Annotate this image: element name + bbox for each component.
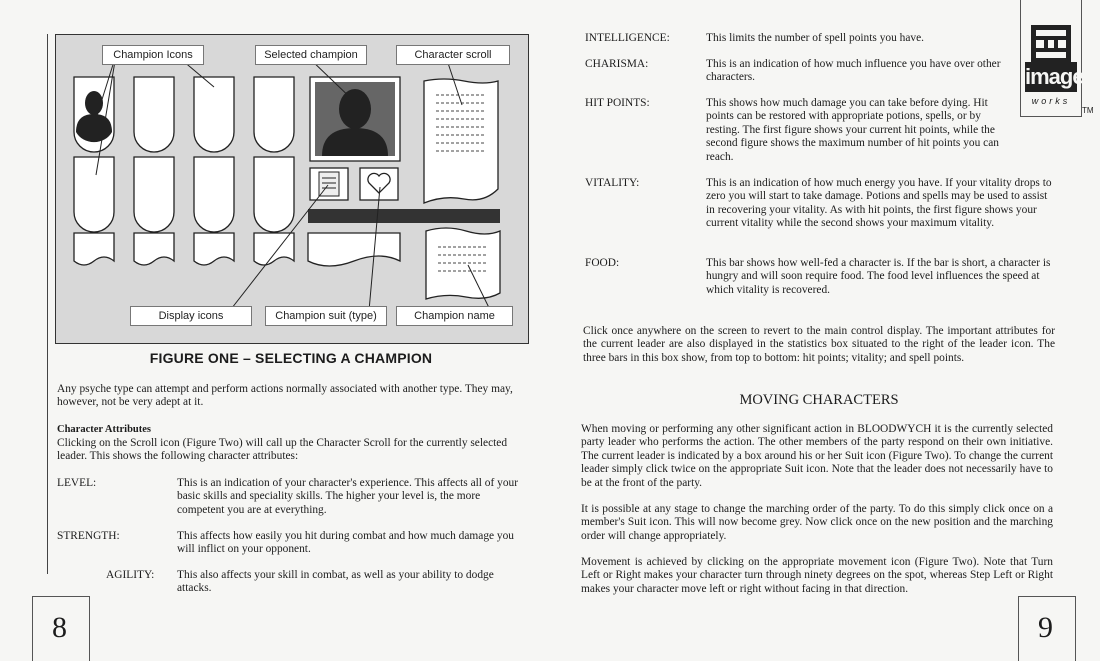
- attr-text-vitality: This is an indication of how much energy you have. If your vitality drops to zero you will start to take damage. Potions and spells may be used to assist in recovering your vitality. As with hit points, the first figure shows your current vitality while the second shows your maximum vitality.: [706, 177, 1052, 230]
- page-number-box-left: [32, 596, 90, 661]
- logo-sub-text: works: [1031, 96, 1071, 106]
- champion-shield-icon: [194, 77, 234, 152]
- attr-text-strength: This affects how easily you hit during combat and how much damage you will inflict on your opponent.: [177, 530, 515, 556]
- figure-one: [55, 34, 529, 344]
- name-scroll-icon: [426, 228, 500, 299]
- page-number-box-right: [1018, 596, 1076, 661]
- logo-brand-text: image: [1025, 62, 1077, 92]
- click-paragraph: Click once anywhere on the screen to revert to the main control display. The important attributes for the current leader are also displayed in the statistics box situated to the right of the leader icon. The three bars in this box show, from top to bottom: hit points; vitality; and spell points.: [583, 325, 1055, 364]
- champion-shield-icon: [194, 157, 234, 232]
- left-margin-rule: [47, 34, 48, 574]
- callout-champion-suit: Champion suit (type): [265, 306, 387, 326]
- section-paragraph: Clicking on the Scroll icon (Figure Two) will call up the Character Scroll for the currently selected leader. This shows the following character attributes:: [57, 437, 508, 463]
- right-page: [550, 0, 1100, 660]
- attr-text-agility: This also affects your skill in combat, as well as your ability to dodge attacks.: [177, 569, 494, 595]
- page-number-left: 8: [52, 611, 67, 644]
- moving-paragraph-1: When moving or performing any other significant action in BLOODWYCH it is the currently selected party leader who performs the action. The other members of the party respond on their own initiative. The current leader is indicated by a box around his or her Suit icon (Figure Two). To change the current leader simply click twice on the appropriate Suit icon. Note that the leader does not necessarily have to be at the front of the party.: [581, 423, 1053, 489]
- champion-name-banner: [254, 233, 294, 265]
- logo-trademark: TM: [1082, 106, 1094, 115]
- intro-paragraph: Any psyche type can attempt and perform actions normally associated with another type. They may, however, not be very adept at it.: [57, 383, 513, 409]
- figure-caption: FIGURE ONE – SELECTING A CHAMPION: [149, 350, 433, 366]
- callout-display-icons: Display icons: [130, 306, 252, 326]
- callout-champion-name: Champion name: [396, 306, 513, 326]
- character-scroll-icon: [424, 79, 498, 203]
- section-heading-moving: MOVING CHARACTERS: [739, 392, 899, 408]
- attr-name-food: FOOD:: [585, 257, 620, 269]
- scroll-display-icon: [310, 168, 348, 200]
- champion-name-banner: [134, 233, 174, 265]
- champion-shield-icon: [254, 77, 294, 152]
- attr-text-intelligence: This limits the number of spell points you have.: [706, 32, 924, 44]
- champion-name-banner: [74, 233, 114, 265]
- attr-text-hit-points: This shows how much damage you can take before dying. Hit points can be restored with appropriate potions, spells, or by resting. The first figure shows your current hit points, while the second figure shows the maximum number of hit points you can reach.: [706, 97, 999, 163]
- attr-text-food: This bar shows how well-fed a character is. If the bar is short, a character is hungry and will soon require food. The food level influences the speed at which vitality is recovered.: [706, 257, 1051, 296]
- attr-name-level: LEVEL:: [57, 477, 97, 489]
- callout-character-scroll: Character scroll: [396, 45, 510, 65]
- attr-name-agility: AGILITY:: [106, 569, 155, 581]
- logo-emblem-icon: [1030, 24, 1072, 64]
- champion-shield-icon: [254, 157, 294, 232]
- attr-text-charisma: This is an indication of how much influence you have over other characters.: [706, 58, 1001, 84]
- image-works-logo: [1020, 0, 1082, 117]
- moving-paragraph-2: It is possible at any stage to change the marching order of the party. To do this simply click once on a member's Suit icon. This will now become grey. Now click once on the new position and the marching order will change appropriately.: [581, 503, 1053, 542]
- attr-name-strength: STRENGTH:: [57, 530, 120, 542]
- attr-text-level: This is an indication of your character's experience. This affects all of your basic skills and speciality skills. The higher your level is, the more competent you are at everything.: [177, 477, 519, 516]
- callout-champion-icons: Champion Icons: [102, 45, 204, 65]
- section-title: Character Attributes: [57, 424, 151, 435]
- champion-shield-icon: [134, 77, 174, 152]
- page-number-right: 9: [1038, 611, 1053, 644]
- champion-suit-banner: [308, 233, 400, 266]
- selected-champion-portrait: [310, 77, 400, 161]
- moving-paragraph-3: Movement is achieved by clicking on the appropriate movement icon (Figure Two). Note that Turn Left or Right makes your character turn through ninety degrees on the spot, whereas Step Left or Right makes your character move left or right without facing in that direction.: [581, 556, 1053, 595]
- champion-portrait-icon: [74, 77, 114, 152]
- champion-name-banner: [194, 233, 234, 265]
- left-page: [0, 0, 550, 660]
- attr-name-charisma: CHARISMA:: [585, 58, 649, 70]
- attr-name-intelligence: INTELLIGENCE:: [585, 32, 670, 44]
- attr-name-vitality: VITALITY:: [585, 177, 640, 189]
- champion-suit-bar: [308, 209, 500, 223]
- champion-shield-icon: [134, 157, 174, 232]
- figure-illustration: [56, 35, 528, 343]
- champion-shield-icon: [74, 157, 114, 232]
- callout-selected-champion: Selected champion: [255, 45, 367, 65]
- attr-name-hit-points: HIT POINTS:: [585, 97, 650, 109]
